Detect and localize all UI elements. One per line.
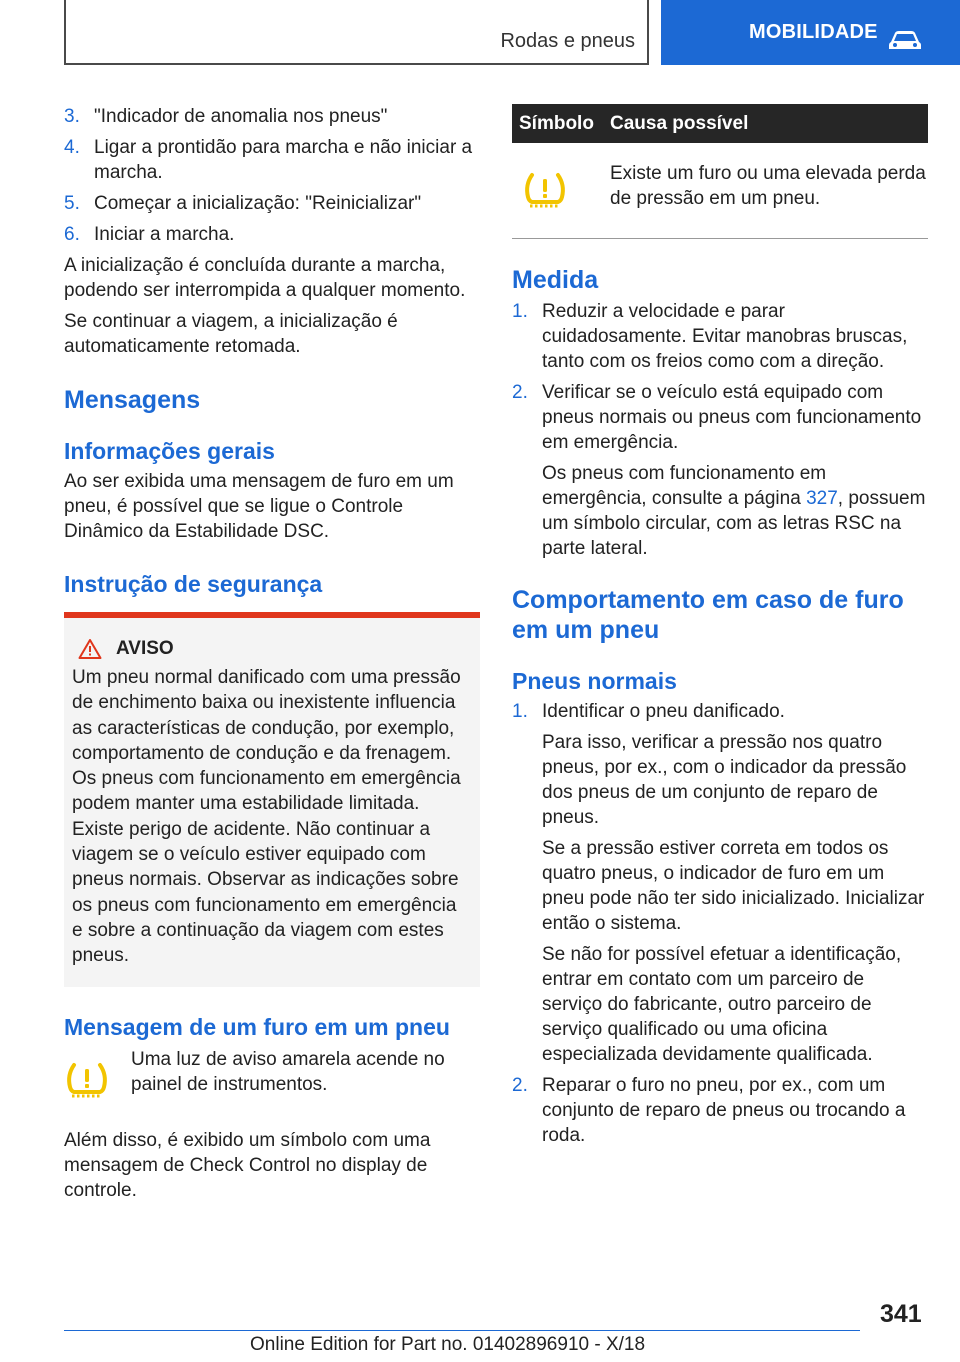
paragraph: A inicialização é concluída durante a marcha, podendo ser interrompida a qualquer momento. (64, 255, 466, 301)
tpms-warning-icon (64, 1061, 110, 1101)
list-item (512, 699, 928, 724)
step-number: 2. (512, 1075, 528, 1096)
heading-comportamento-furo: Comportamento em caso de furo em um pneu (512, 586, 904, 644)
warning-text: Um pneu normal danificado com uma pressão de enchimento baixa ou inexistente influencia as características de condução, por exemplo, comportamento de condução e da frenagem. Os pneus com funcionamento em emergência podem manter uma estabilidade limitada. Existe perigo de acidente. Não continuar a viagem se o veículo estiver equipado com pneus normais. Observar as indicações sobre os pneus com funcionamento em emergência e sobre a continuação da viagem com estes pneus. (72, 667, 461, 967)
text-fragment: , possuem um símbolo circular, com as letras RSC na parte lateral. (542, 488, 926, 559)
heading-mensagens: Mensagens (64, 386, 201, 414)
table-cell-symbol (512, 153, 610, 218)
footer-divider (64, 1330, 860, 1331)
heading-instrucao-seguranca: Instrução de segurança (64, 571, 323, 597)
heading-medida: Medida (512, 266, 599, 294)
table-cell-cause: Existe um furo ou uma elevada perda de pressão em um pneu. (610, 163, 926, 209)
step-number: 1. (512, 301, 528, 322)
paragraph: Se não for possível efetuar a identificação, entrar em contato com um parceiro de serviço do fabricante, outro parceiro de serviço qualificado ou uma oficina especializada devidamente qualificada. (542, 944, 902, 1065)
paragraph: Além disso, é exibido um símbolo com uma mensagem de Check Control no display de controle. (64, 1129, 431, 1201)
tpms-icon-holder (64, 1047, 131, 1108)
table-row (512, 143, 928, 239)
step-text: "Indicador de anomalia nos pneus" (94, 106, 388, 127)
warning-triangle-icon (78, 638, 102, 660)
footer-edition: Online Edition for Part no. 01402896910 - X/18 (250, 1334, 646, 1355)
tpms-warning-icon (522, 171, 568, 211)
list-item (512, 1073, 928, 1148)
heading-mensagem-furo: Mensagem de um furo em um pneu (64, 1013, 450, 1040)
column-header-cause: Causa possível (610, 113, 749, 134)
list-item (64, 104, 480, 129)
step-number: 4. (64, 137, 80, 158)
paragraph: Se a pressão estiver correta em todos os quatro pneus, o indicador de furo em um pneu pode não ter sido inicializado. Inicializar então o sistema. (542, 838, 925, 934)
step-text: Verificar se o veículo está equipado com pneus normais ou pneus com funcionamento em emergência. (542, 382, 922, 453)
list-item (64, 135, 480, 185)
table-header (512, 104, 928, 143)
page-number: 341 (880, 1300, 922, 1328)
right-column (512, 104, 928, 1154)
warning-header (72, 636, 472, 661)
header-section-title: Rodas e pneus (500, 30, 635, 52)
heading-pneus-normais: Pneus normais (512, 668, 677, 694)
step-text: Ligar a prontidão para marcha e não iniciar a marcha. (94, 137, 473, 183)
paragraph (512, 461, 928, 561)
step-number: 1. (512, 701, 528, 722)
page-link[interactable]: 327 (806, 488, 838, 509)
step-text: Começar a inicialização: "Reinicializar" (94, 193, 422, 214)
header-chapter-label: MOBILIDADE (749, 21, 878, 43)
warning-title: AVISO (116, 638, 174, 659)
tpms-warning-row (64, 1047, 480, 1108)
left-column (64, 104, 480, 1209)
step-number: 5. (64, 193, 80, 214)
list-item (512, 380, 928, 455)
step-number: 6. (64, 224, 80, 245)
paragraph: Se continuar a viagem, a inicialização é automaticamente retomada. (64, 311, 398, 357)
paragraph: Para isso, verificar a pressão nos quatro pneus, por ex., com o indicador da pressão dos pneus de um conjunto de reparo de pneus. (542, 732, 907, 828)
paragraph: Ao ser exibida uma mensagem de furo em um pneu, é possível que se ligue o Controle Dinâmico da Estabilidade DSC. (64, 471, 454, 542)
list-item (64, 222, 480, 247)
step-text: Reduzir a velocidade e parar cuidadosamente. Evitar manobras bruscas, tanto com os freios como com a direção. (542, 301, 908, 372)
step-text: Iniciar a marcha. (94, 224, 235, 245)
paragraph: Uma luz de aviso amarela acende no painel de instrumentos. (131, 1048, 445, 1095)
text-fragment: Os pneus com funcionamento em emergência, consulte a página (542, 463, 827, 509)
step-text: Identificar o pneu danificado. (542, 701, 785, 722)
list-item (512, 299, 928, 374)
step-number: 2. (512, 382, 528, 403)
car-icon (887, 28, 923, 52)
step-text: Reparar o furo no pneu, por ex., com um conjunto de reparo de pneus ou trocando a roda. (542, 1075, 906, 1146)
list-item (64, 191, 480, 216)
heading-informacoes-gerais: Informações gerais (64, 438, 275, 464)
warning-box (64, 618, 480, 987)
step-number: 3. (64, 106, 80, 127)
column-header-symbol: Símbolo (519, 113, 594, 134)
header-chapter-tab[interactable] (661, 0, 960, 65)
